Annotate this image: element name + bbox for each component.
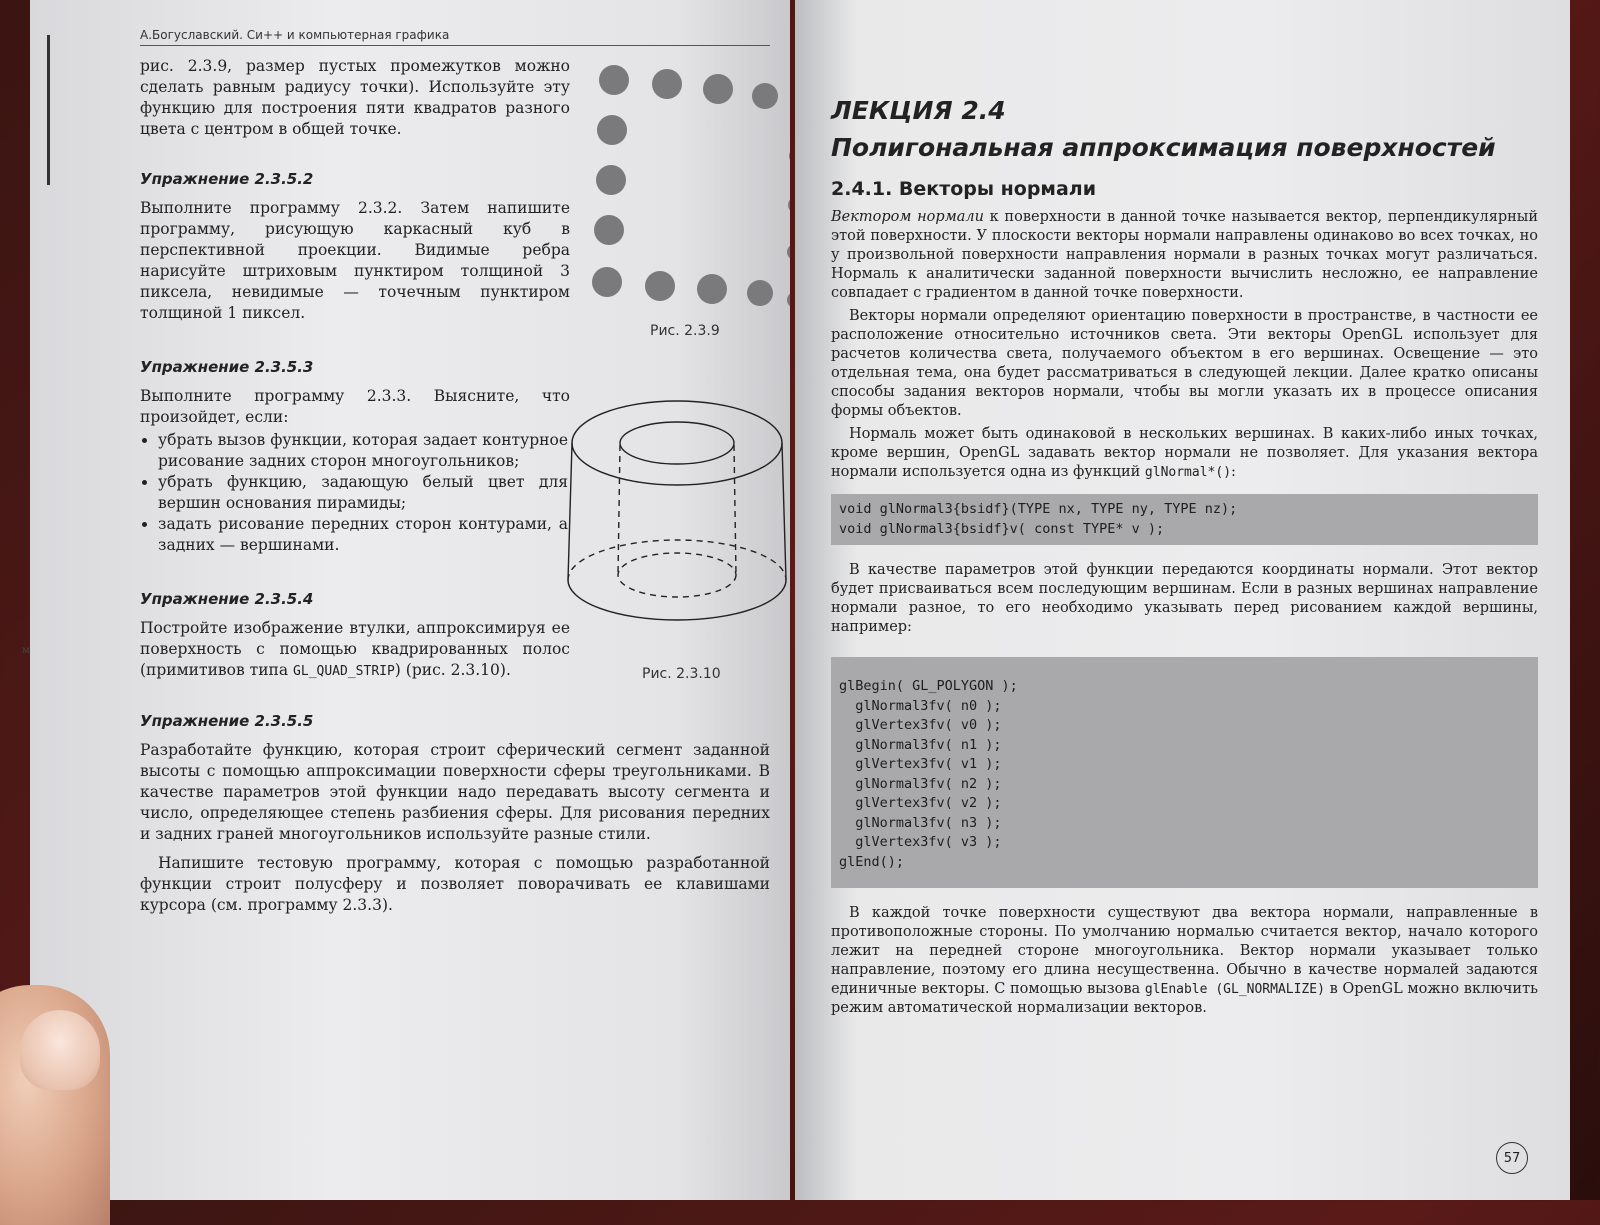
code-fragment: glEnable (GL_NORMALIZE) xyxy=(1144,982,1325,997)
inner-left-edge xyxy=(618,445,620,575)
fig-dot xyxy=(697,274,727,304)
bullet-list xyxy=(140,430,568,556)
bullet-item: • задать рисование передних сторон контурами, а задних — вершинами. xyxy=(158,514,568,556)
code-fragment: glNormal*() xyxy=(1144,465,1232,480)
chapter-title: Полигональная аппроксимация поверхностей xyxy=(831,133,1496,162)
lecture-label: ЛЕКЦИЯ 2.4 xyxy=(831,96,1006,125)
code-block-signature: void glNormal3{bsidf}(TYPE nx, TYPE ny, TYPE nz); void glNormal3{bsidf}v( const TYPE* v ); xyxy=(831,494,1538,545)
intro-paragraph: рис. 2.3.9, размер пустых промежутков можно сделать равным радиусу точки). Используйте эту функцию для построения пяти квадратов разного цвета с центром в общей точке. xyxy=(140,57,570,138)
paragraph-2: Векторы нормали определяют ориентацию поверхности в пространстве, в частности ее расположение относительно источников света. Эти векторы OpenGL использует для расчетов количества света, получаемого объектом в его вершинах. Освещение — это отдельная тема, она будет рассматриваться в следующей лекции. Далее кратко описаны способы задания векторов нормали, чтобы вы могли указать их в процессе описания формы объектов. xyxy=(831,308,1538,419)
text-fragment: В каждой точке поверхности существуют два вектора нормали, направленные в противоположные стороны. По умолчанию нормалью считается вектор, начало которого лежит на передней стороне многоугольника. Вектор нормали указывает только направление, поэтому его длина несущественна. Обычно в качестве нормалей задаются единичные векторы. С помощью вызова xyxy=(831,905,1538,997)
figure-caption-2-3-9: Рис. 2.3.9 xyxy=(650,323,720,339)
inner-bottom-ellipse xyxy=(618,553,736,597)
exercise-heading-2-3-5-4: Упражнение 2.3.5.4 xyxy=(140,590,314,608)
exercise-text-2-3-5-5-b: Напишите тестовую программу, которая с помощью разработанной функции строит полусферу и позволяет поворачивать ее клавишами курсора (см. программу 2.3.3). xyxy=(140,854,770,914)
outer-bottom-back xyxy=(568,540,786,580)
inner-right-edge xyxy=(734,445,736,575)
bullet-item: • убрать функцию, задающую белый цвет для вершин основания пирамиды; xyxy=(158,472,568,514)
text-fragment: к поверхности в данной точке называется вектор, перпендикулярный этой поверхности. У плоскости векторы нормали направлены одинаково во всех точках, но у произвольной поверхности направления нормали в разных точках могут различаться. Нормаль к аналитически заданной поверхности вычислить несложно, ее направление совпадает с градиентом в данной точке поверхности. xyxy=(831,209,1538,301)
fig-dot xyxy=(592,267,622,297)
outer-right-edge xyxy=(782,443,786,580)
running-head: А.Богуславский. Си++ и компьютерная графика xyxy=(140,28,770,46)
right-page xyxy=(795,0,1570,1200)
italic-term: Вектором нормали xyxy=(831,209,984,225)
section-title: 2.4.1. Векторы нормали xyxy=(831,178,1097,200)
figure-caption-2-3-10: Рис. 2.3.10 xyxy=(642,666,721,682)
margin-mark: м xyxy=(22,645,30,656)
exercise-text-2-3-5-4 xyxy=(140,618,570,682)
outer-left-edge xyxy=(568,443,572,580)
inner-top-ellipse xyxy=(620,422,734,464)
thumbnail xyxy=(20,1010,100,1090)
left-page xyxy=(30,0,790,1200)
figure-2-3-9 xyxy=(590,60,790,310)
fig-dot xyxy=(747,280,773,306)
paragraph-5 xyxy=(831,904,1538,1018)
exercise-heading-2-3-5-3: Упражнение 2.3.5.3 xyxy=(140,358,314,376)
fig-dot xyxy=(599,65,629,95)
exercise-text-2-3-5-2: Выполните программу 2.3.2. Затем напишите программу, рисующую каркасный куб в перспективной проекции. Видимые ребра нарисуйте штриховым пунктиром толщиной 3 пиксела, невидимые — точечным пунктиром толщиной 1 пиксел. xyxy=(140,199,570,322)
fig-dot xyxy=(703,74,733,104)
text-fragment: : xyxy=(1231,464,1236,480)
paragraph-3 xyxy=(831,425,1538,482)
fig-dot xyxy=(594,215,624,245)
code-fragment: GL_QUAD_STRIP xyxy=(293,664,395,679)
fig-dot xyxy=(597,115,627,145)
fig-dot xyxy=(788,197,790,213)
fig-dot xyxy=(596,165,626,195)
binding-edge xyxy=(47,35,50,185)
figure-2-3-10 xyxy=(555,395,790,660)
fig-dot xyxy=(787,292,790,308)
exercise-text-2-3-5-3: Выполните программу 2.3.3. Выясните, что произойдет, если: xyxy=(140,387,570,426)
bullet-item: • убрать вызов функции, которая задает контурное рисование задних сторон многоугольников; xyxy=(158,430,568,472)
page-number: 57 xyxy=(1496,1142,1528,1174)
paragraph-1 xyxy=(831,208,1538,303)
text-fragment: Постройте изображение втулки, аппроксимируя ее поверхность с помощью квадрированных полос (примитивов типа xyxy=(140,619,570,679)
fig-dot xyxy=(752,83,778,109)
text-fragment: в OpenGL можно включить режим автоматической нормализации векторов. xyxy=(831,981,1539,1016)
text-fragment: Нормаль может быть одинаковой в нескольких вершинах. В каких-либо иных точках, кроме вершин, OpenGL задавать вектор нормали не позволяет. Для указания вектора нормали используется одна из функций xyxy=(831,426,1538,480)
exercise-heading-2-3-5-2: Упражнение 2.3.5.2 xyxy=(140,170,314,188)
exercise-heading-2-3-5-5: Упражнение 2.3.5.5 xyxy=(140,712,314,730)
exercise-text-2-3-5-5: Разработайте функцию, которая строит сферический сегмент заданной высоты с помощью аппроксимации поверхности сферы треугольниками. В качестве параметров этой функции надо передавать высоту сегмента и число, определяющее степень разбиения сферы. Для рисования передних и задних граней многоугольников используйте разные стили. xyxy=(140,741,770,843)
fig-dot xyxy=(652,69,682,99)
text-fragment: ) (рис. 2.3.10). xyxy=(394,661,511,679)
fig-dot xyxy=(787,244,790,260)
paragraph-4: В качестве параметров этой функции передаются координаты нормали. Этот вектор будет присваиваться всем последующим вершинам. Если в разных вершинах направление нормали разное, то его необходимо указывать перед рисованием каждой вершины, например: xyxy=(831,562,1538,635)
code-block-example: glBegin( GL_POLYGON ); glNormal3fv( n0 ); glVertex3fv( v0 ); glNormal3fv( n1 ); glVertex3fv( v1 ); glNormal3fv( n2 ); glVertex3fv( v2 ); glNormal3fv( n3 ); glVertex3fv( v3 ); glEnd(); xyxy=(831,657,1538,888)
fig-dot xyxy=(645,271,675,301)
outer-top-ellipse xyxy=(572,401,782,485)
outer-bottom-front xyxy=(568,580,786,620)
fig-dot xyxy=(789,148,790,164)
